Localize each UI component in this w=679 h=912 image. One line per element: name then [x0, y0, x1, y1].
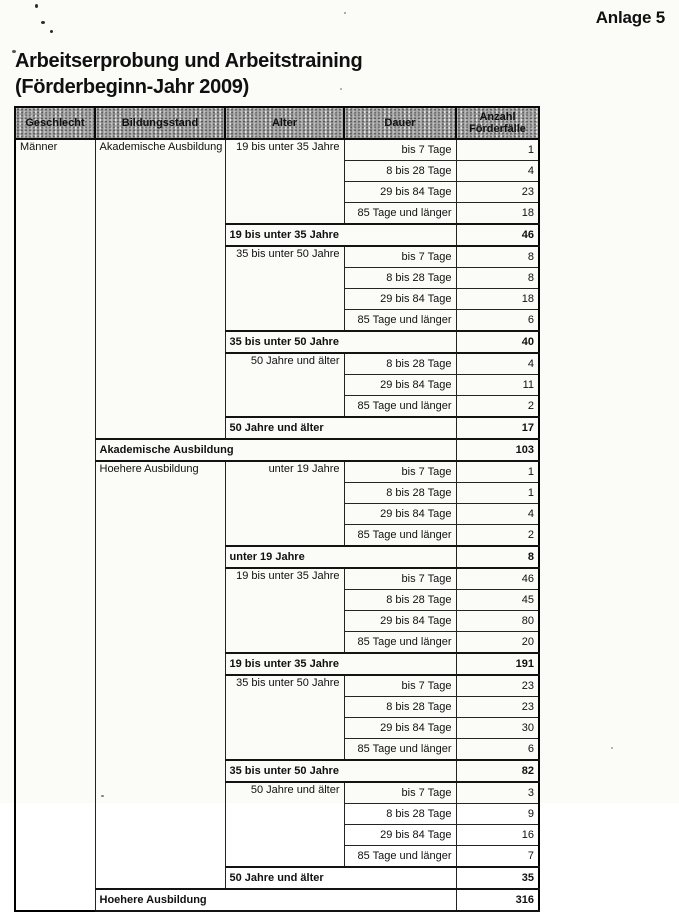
- duration-cell: 85 Tage und länger: [344, 203, 456, 225]
- header-alter: Alter: [225, 107, 344, 139]
- header-bildungsstand: Bildungsstand: [95, 107, 225, 139]
- count-cell: 2: [456, 525, 539, 547]
- subtotal-label-cell: 35 bis unter 50 Jahre: [225, 331, 456, 353]
- scan-speck: [50, 30, 53, 33]
- subtotal-label-cell: 50 Jahre und älter: [225, 867, 456, 889]
- scan-speck: [41, 21, 45, 24]
- duration-cell: 29 bis 84 Tage: [344, 375, 456, 396]
- subtotal-label-cell: 50 Jahre und älter: [225, 417, 456, 439]
- count-cell: 45: [456, 590, 539, 611]
- count-cell: 8: [456, 246, 539, 268]
- duration-cell: bis 7 Tage: [344, 782, 456, 804]
- subtotal-count-cell: 316: [456, 889, 539, 911]
- gender-cell: Männer: [15, 139, 95, 911]
- subtotal-count-cell: 82: [456, 760, 539, 782]
- duration-cell: 85 Tage und länger: [344, 632, 456, 654]
- age-cell: 35 bis unter 50 Jahre: [225, 675, 344, 760]
- count-cell: 20: [456, 632, 539, 654]
- duration-cell: 8 bis 28 Tage: [344, 483, 456, 504]
- duration-cell: 8 bis 28 Tage: [344, 804, 456, 825]
- header-geschlecht: Geschlecht: [15, 107, 95, 139]
- subtotal-count-cell: 17: [456, 417, 539, 439]
- subtotal-label-cell: unter 19 Jahre: [225, 546, 456, 568]
- page-title-line1: Arbeitserprobung und Arbeitstraining: [15, 50, 363, 72]
- count-cell: 11: [456, 375, 539, 396]
- duration-cell: bis 7 Tage: [344, 568, 456, 590]
- age-cell: unter 19 Jahre: [225, 461, 344, 546]
- page-title-line2: (Förderbeginn-Jahr 2009): [15, 76, 249, 98]
- count-cell: 4: [456, 504, 539, 525]
- page-title: [15, 48, 362, 100]
- count-cell: 9: [456, 804, 539, 825]
- table-header-row: [15, 107, 539, 139]
- report-table-container: [14, 106, 540, 912]
- count-cell: 80: [456, 611, 539, 632]
- age-cell: 19 bis unter 35 Jahre: [225, 568, 344, 653]
- subtotal-count-cell: 46: [456, 224, 539, 246]
- count-cell: 1: [456, 483, 539, 504]
- duration-cell: bis 7 Tage: [344, 246, 456, 268]
- duration-cell: 29 bis 84 Tage: [344, 611, 456, 632]
- page-annotation: Anlage 5: [595, 8, 665, 27]
- age-cell: 50 Jahre und älter: [225, 353, 344, 417]
- count-cell: 4: [456, 353, 539, 375]
- count-cell: 23: [456, 697, 539, 718]
- duration-cell: 85 Tage und länger: [344, 739, 456, 761]
- duration-cell: 8 bis 28 Tage: [344, 268, 456, 289]
- count-cell: 18: [456, 203, 539, 225]
- count-cell: 8: [456, 268, 539, 289]
- duration-cell: bis 7 Tage: [344, 139, 456, 161]
- duration-cell: 29 bis 84 Tage: [344, 718, 456, 739]
- count-cell: 4: [456, 161, 539, 182]
- table-row: [15, 139, 539, 161]
- subtotal-count-cell: 103: [456, 439, 539, 461]
- subtotal-count-cell: 191: [456, 653, 539, 675]
- duration-cell: 29 bis 84 Tage: [344, 182, 456, 203]
- count-cell: 3: [456, 782, 539, 804]
- count-cell: 2: [456, 396, 539, 418]
- education-cell: Akademische Ausbildung: [95, 139, 225, 439]
- education-cell: Hoehere Ausbildung: [95, 461, 225, 889]
- duration-cell: 85 Tage und länger: [344, 846, 456, 868]
- subtotal-label-cell: 19 bis unter 35 Jahre: [225, 653, 456, 675]
- count-cell: 23: [456, 675, 539, 697]
- duration-cell: 8 bis 28 Tage: [344, 590, 456, 611]
- duration-cell: 8 bis 28 Tage: [344, 353, 456, 375]
- scan-speck: [35, 4, 38, 8]
- count-cell: 46: [456, 568, 539, 590]
- duration-cell: 29 bis 84 Tage: [344, 504, 456, 525]
- duration-cell: 85 Tage und länger: [344, 396, 456, 418]
- header-dauer: Dauer: [344, 107, 456, 139]
- subtotal-label-cell: Akademische Ausbildung: [95, 439, 456, 461]
- header-anzahl-foerderfaelle: Anzahl Förderfälle: [456, 107, 539, 139]
- count-cell: 6: [456, 310, 539, 332]
- subtotal-count-cell: 35: [456, 867, 539, 889]
- report-table: [14, 106, 540, 912]
- count-cell: 23: [456, 182, 539, 203]
- subtotal-count-cell: 40: [456, 331, 539, 353]
- report-table-body: [15, 139, 539, 911]
- count-cell: 18: [456, 289, 539, 310]
- duration-cell: bis 7 Tage: [344, 461, 456, 483]
- age-cell: 19 bis unter 35 Jahre: [225, 139, 344, 224]
- scan-speck: [611, 747, 613, 749]
- count-cell: 1: [456, 461, 539, 483]
- count-cell: 16: [456, 825, 539, 846]
- duration-cell: 29 bis 84 Tage: [344, 289, 456, 310]
- duration-cell: 8 bis 28 Tage: [344, 697, 456, 718]
- subtotal-label-cell: 19 bis unter 35 Jahre: [225, 224, 456, 246]
- duration-cell: bis 7 Tage: [344, 675, 456, 697]
- subtotal-label-cell: Hoehere Ausbildung: [95, 889, 456, 911]
- count-cell: 6: [456, 739, 539, 761]
- age-cell: 50 Jahre und älter: [225, 782, 344, 867]
- duration-cell: 85 Tage und länger: [344, 525, 456, 547]
- subtotal-label-cell: 35 bis unter 50 Jahre: [225, 760, 456, 782]
- duration-cell: 85 Tage und länger: [344, 310, 456, 332]
- subtotal-count-cell: 8: [456, 546, 539, 568]
- scan-speck: [344, 12, 346, 14]
- count-cell: 1: [456, 139, 539, 161]
- count-cell: 7: [456, 846, 539, 868]
- age-cell: 35 bis unter 50 Jahre: [225, 246, 344, 331]
- duration-cell: 29 bis 84 Tage: [344, 825, 456, 846]
- duration-cell: 8 bis 28 Tage: [344, 161, 456, 182]
- count-cell: 30: [456, 718, 539, 739]
